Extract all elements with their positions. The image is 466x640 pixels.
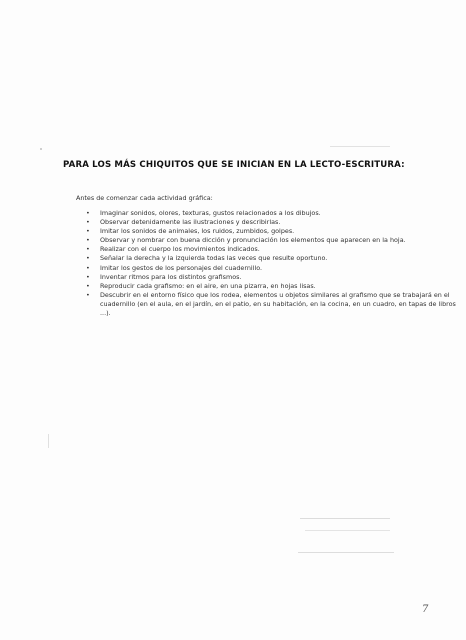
list-item: [86, 273, 458, 282]
list-item: [86, 291, 458, 318]
scan-artifact: [330, 146, 390, 147]
list-item: [86, 282, 458, 291]
list-item: [86, 245, 458, 254]
bullet-icon: •: [86, 218, 90, 227]
list-item-text: Señalar la derecha y la izquierda todas las veces que resulte oportuno.: [100, 254, 328, 263]
bullet-icon: •: [86, 290, 90, 299]
bullet-icon: •: [86, 263, 90, 272]
bullet-icon: •: [86, 236, 90, 245]
list-item: [86, 264, 458, 273]
bullet-icon: •: [86, 272, 90, 281]
bullet-icon: •: [86, 245, 90, 254]
list-item-text: Observar detenidamente las ilustraciones y describirlas.: [100, 218, 281, 227]
bullet-icon: •: [86, 254, 90, 263]
scan-artifact: [305, 530, 390, 531]
list-item-text: Imitar los sonidos de animales, los ruidos, zumbidos, golpes.: [100, 227, 295, 236]
scan-artifact: [298, 552, 394, 553]
bullet-icon: •: [86, 227, 90, 236]
list-item: [86, 218, 458, 227]
scan-artifact: [40, 148, 42, 150]
bullet-icon: •: [86, 281, 90, 290]
list-item: [86, 227, 458, 236]
list-item-text: Imaginar sonidos, olores, texturas, gustos relacionados a los dibujos.: [100, 209, 321, 217]
bullet-icon: •: [86, 209, 90, 217]
list-item: [86, 236, 458, 245]
page-number: 7: [422, 604, 429, 615]
list-item-text: Imitar los gestos de los personajes del cuadernillo.: [100, 263, 263, 272]
list-item-text: Descubrir en el entorno físico que los rodea, elementos u objetos similares al grafismo que se trabajará en el cuadernillo (en el aula, en el jardín, en el patio, en su habitación, en la cocina, en un cuadro, en tapas de libros ...).: [100, 290, 456, 318]
intro-text: Antes de comenzar cada actividad gráfica:: [76, 194, 213, 202]
scan-artifact: [300, 518, 390, 519]
list-item: [86, 209, 458, 218]
scan-artifact: [48, 434, 49, 448]
list-item-text: Inventar ritmos para los distintos grafismos.: [100, 272, 242, 281]
section-heading: PARA LOS MÁS CHIQUITOS QUE SE INICIAN EN LA LECTO-ESCRITURA:: [63, 160, 405, 170]
list-item-text: Realizar con el cuerpo los movimientos indicados.: [100, 245, 260, 254]
activity-list: [86, 209, 458, 318]
list-item-text: Observar y nombrar con buena dicción y pronunciación los elementos que aparecen en la hoja.: [100, 236, 406, 245]
list-item: [86, 254, 458, 263]
list-item-text: Reproducir cada grafismo: en el aire, en una pizarra, en hojas lisas.: [100, 281, 316, 290]
